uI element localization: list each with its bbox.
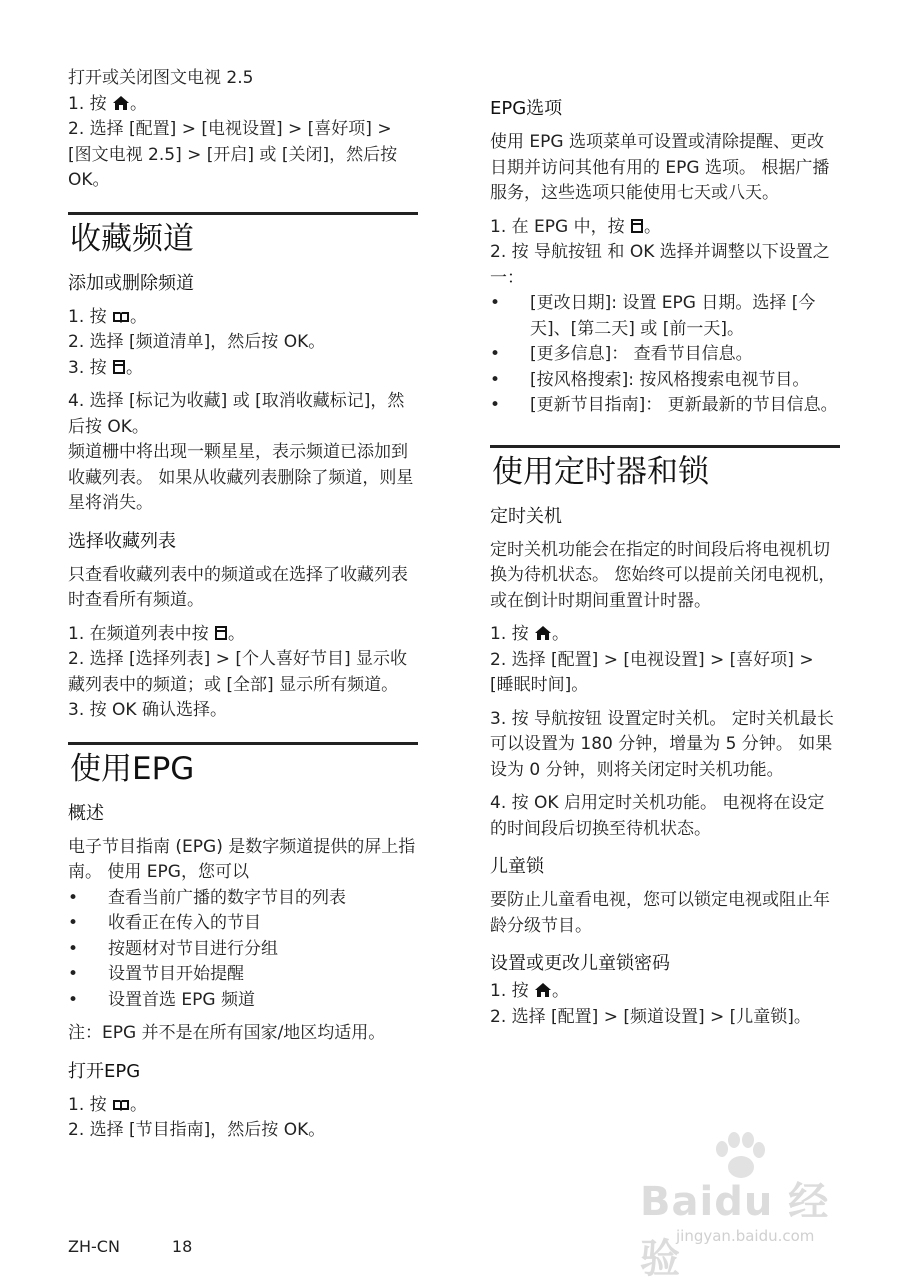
epg-feature-list — [68, 886, 418, 1014]
step-text: 1. 按 — [68, 1094, 113, 1115]
page-number: 18 — [171, 1237, 193, 1256]
home-icon — [534, 625, 552, 641]
epg-open-step-1 — [68, 1093, 418, 1119]
step-text: 3. 按 — [68, 357, 113, 378]
fav-note: 频道栅中将出现一颗星星，表示频道已添加到收藏列表。 如果从收藏列表删除了频道，则星星将消失。 — [68, 442, 414, 513]
sleep-step-2: 2. 选择 [配置] > [电视设置] > [喜好项] > [睡眠时间]。 — [490, 649, 814, 695]
fav-step-1 — [68, 305, 418, 331]
epg-options-step-2: 2. 按 导航按钮 和 OK 选择并调整以下设置之一： — [490, 242, 830, 288]
step-text-end: 。 — [552, 624, 570, 644]
list-item: • [更新节目指南]： 更新最新的节目信息。 — [490, 393, 840, 419]
step-text-end: 。 — [126, 357, 144, 378]
child-lock-step-1 — [490, 979, 840, 1005]
epg-options-list — [490, 291, 840, 419]
fav-heading: 收藏频道 — [70, 220, 194, 257]
step-text: 1. 在 EPG 中，按 — [490, 216, 631, 237]
epg-open-step-2: 2. 选择 [节目指南]，然后按 OK。 — [68, 1120, 326, 1140]
fav-step-3 — [68, 356, 418, 382]
fav-step-4: 4. 选择 [标记为收藏] 或 [取消收藏标记]，然后按 OK。 — [68, 391, 405, 437]
epg-sub-overview: 概述 — [68, 802, 104, 824]
options-icon — [112, 359, 126, 375]
baidu-watermark — [640, 1135, 870, 1282]
fav-list-step-2: 2. 选择 [选择列表] > [个人喜好节目] 显示收藏列表中的频道；或 [全部] 显示所有频道。 — [68, 649, 408, 695]
watermark-brand: Baidu 经验 — [640, 1179, 830, 1282]
fav-step-2: 2. 选择 [频道清单]，然后按 OK。 — [68, 332, 326, 352]
step-text-end: 。 — [130, 1094, 148, 1115]
step-text-end: 。 — [130, 306, 148, 327]
child-lock-step-2: 2. 选择 [配置] > [频道设置] > [儿童锁]。 — [490, 1006, 811, 1027]
teletext-step-2: 2. 选择 [配置] > [电视设置] > [喜好项] > [图文电视 2.5] > [开启] 或 [关闭]，然后按 OK。 — [68, 119, 398, 190]
guide-icon — [112, 310, 130, 324]
list-item: • [按风格搜索]: 按风格搜索电视节目。 — [490, 368, 840, 394]
options-icon — [214, 625, 228, 641]
home-icon — [112, 95, 130, 111]
child-lock-pin-sub: 设置或更改儿童锁密码 — [490, 953, 670, 974]
epg-note: 注：EPG 并不是在所有国家/地区均适用。 — [68, 1023, 386, 1043]
step-text: 1. 在频道列表中按 — [68, 623, 215, 644]
guide-icon — [112, 1098, 130, 1112]
sleep-step-3: 3. 按 导航按钮 设置定时关机。 定时关机最长可以设置为 180 分钟，增量为 5 分钟。 如果设为 0 分钟，则将关闭定时关机功能。 — [490, 708, 834, 780]
list-item: • 按题材对节目进行分组 — [68, 937, 418, 963]
epg-sub-open: 打开EPG — [68, 1060, 141, 1082]
epg-options-text: 使用 EPG 选项菜单可设置或清除提醒、更改日期并访问其他有用的 EPG 选项。 根据广播服务，这些选项只能使用七天或八天。 — [490, 132, 830, 203]
step-text-end: 。 — [644, 216, 662, 237]
child-lock-sub: 儿童锁 — [490, 856, 544, 877]
home-icon — [534, 982, 552, 998]
fav-list-step-1 — [68, 622, 418, 648]
teletext-title: 打开或关闭图文电视 2.5 — [68, 68, 254, 88]
step-text: 1. 按 — [68, 306, 113, 327]
list-item: • 设置首选 EPG 频道 — [68, 988, 418, 1014]
list-item: • 查看当前广播的数字节目的列表 — [68, 886, 418, 912]
child-lock-text: 要防止儿童看电视，您可以锁定电视或阻止年龄分级节目。 — [490, 890, 830, 936]
footer-language: ZH-CN — [68, 1237, 120, 1256]
timer-heading: 使用定时器和锁 — [492, 453, 709, 490]
sleep-step-4: 4. 按 OK 启用定时关机功能。 电视将在设定的时间段后切换至待机状态。 — [490, 793, 825, 839]
step-text: 1. 按 — [68, 93, 113, 114]
epg-options-sub: EPG选项 — [490, 98, 563, 119]
step-text-end: 。 — [130, 93, 148, 114]
left-column — [68, 66, 418, 1144]
fav-sub-add-remove: 添加或删除频道 — [68, 272, 194, 294]
list-item: • 收看正在传入的节目 — [68, 911, 418, 937]
teletext-step-1 — [68, 92, 418, 118]
page-footer — [68, 1237, 192, 1256]
epg-heading: 使用EPG — [70, 750, 195, 787]
fav-list-desc: 只查看收藏列表中的频道或在选择了收藏列表时查看所有频道。 — [68, 564, 408, 610]
list-item: • 设置节目开始提醒 — [68, 962, 418, 988]
epg-options-step-1 — [490, 215, 840, 241]
step-text: 1. 按 — [490, 624, 535, 644]
options-icon — [630, 218, 644, 234]
right-column — [490, 96, 840, 1030]
step-text: 1. 按 — [490, 981, 535, 1001]
step-text-end: 。 — [552, 981, 570, 1001]
fav-sub-select-list: 选择收藏列表 — [68, 530, 176, 552]
list-item: • [更改日期]: 设置 EPG 日期。选择 [今天]、[第二天] 或 [前一天]。 — [490, 291, 840, 342]
fav-list-step-3: 3. 按 OK 确认选择。 — [68, 700, 227, 720]
watermark-url: jingyan.baidu.com — [676, 1227, 815, 1245]
list-item: • [更多信息]： 查看节目信息。 — [490, 342, 840, 368]
sleep-step-1 — [490, 622, 840, 648]
step-text-end: 。 — [228, 623, 246, 644]
sleep-timer-sub: 定时关机 — [490, 505, 562, 527]
sleep-timer-text: 定时关机功能会在指定的时间段后将电视机切换为待机状态。 您始终可以提前关闭电视机，或在倒计时期间重置计时器。 — [490, 539, 836, 611]
epg-overview-text: 电子节目指南 (EPG) 是数字频道提供的屏上指南。 使用 EPG，您可以 — [68, 836, 416, 882]
